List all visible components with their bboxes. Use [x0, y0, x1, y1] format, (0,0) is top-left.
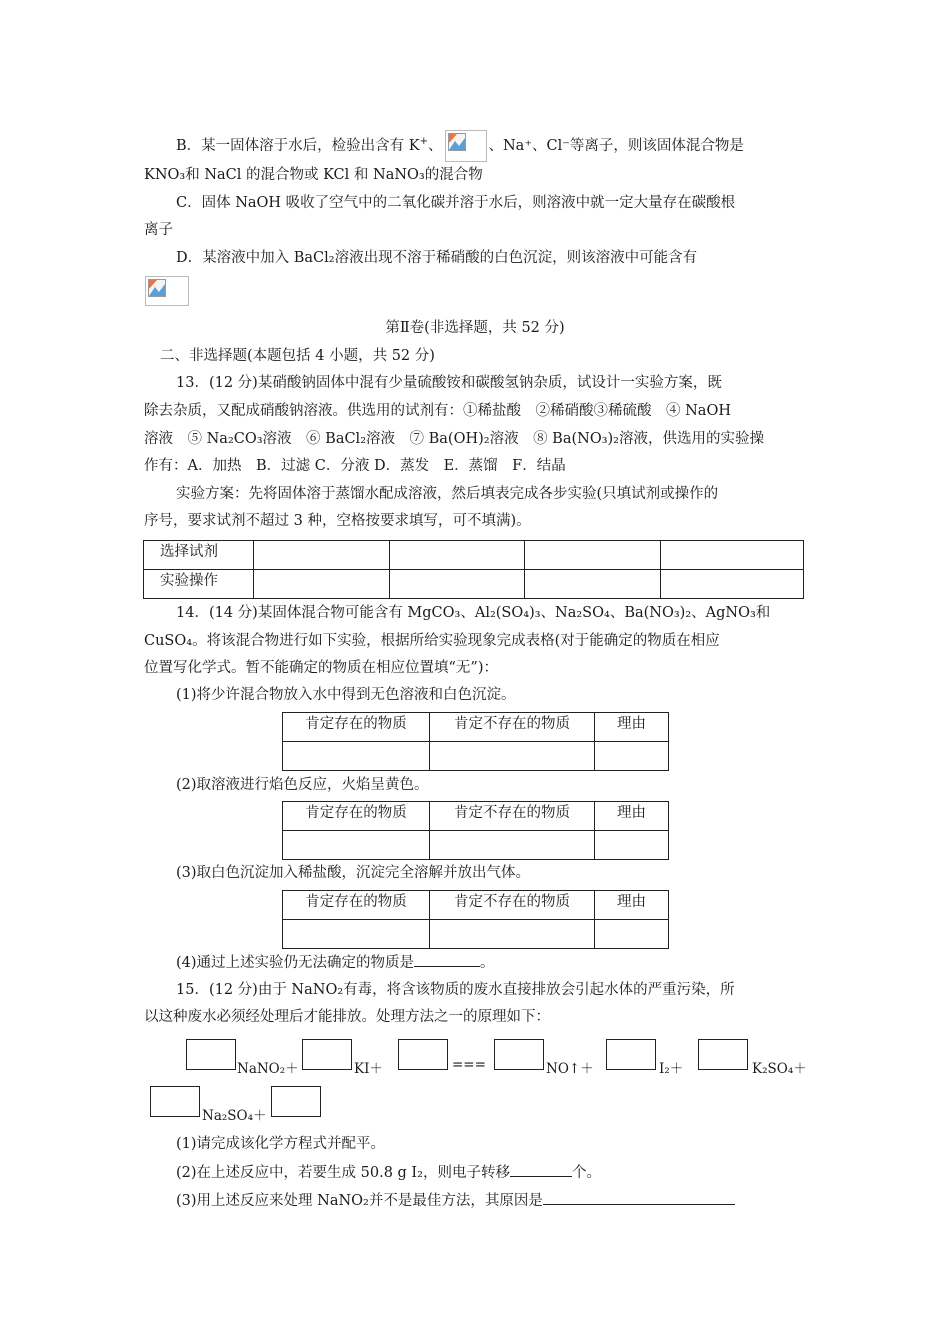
answer-cell[interactable]	[283, 831, 430, 860]
q15-step1: (1)请完成该化学方程式并配平。	[176, 1136, 386, 1152]
q14-step1: (1)将少许混合物放入水中得到无色溶液和白色沉淀。	[176, 687, 516, 703]
row-label: 实验操作	[144, 570, 254, 599]
table-row	[283, 891, 669, 920]
q13-line3: 溶液 ⑤ Na₂CO₃溶液 ⑥ BaCl₂溶液 ⑦ Ba(OH)₂溶液 ⑧ Ba(NO₃)₂溶液，供选用的实验操	[144, 431, 764, 447]
q14-table-2	[282, 801, 669, 860]
coefficient-box-7[interactable]	[150, 1086, 200, 1117]
answer-blank[interactable]	[543, 1190, 735, 1205]
answer-cell[interactable]	[660, 570, 803, 599]
answer-cell[interactable]	[389, 541, 524, 570]
row-label: 选择试剂	[144, 541, 254, 570]
answer-cell[interactable]	[254, 570, 389, 599]
table-row	[283, 831, 669, 860]
answer-cell[interactable]	[595, 831, 669, 860]
coefficient-box-2[interactable]	[302, 1039, 352, 1070]
coefficient-box-8[interactable]	[271, 1086, 321, 1117]
table-row	[283, 713, 669, 742]
answer-blank[interactable]	[414, 952, 480, 967]
q14-line3: 位置写化学式。暂不能确定的物质在相应位置填“无”)：	[144, 660, 498, 676]
q14-step3: (3)取白色沉淀加入稀盐酸，沉淀完全溶解并放出气体。	[176, 865, 531, 881]
answer-cell[interactable]	[283, 742, 430, 771]
q14-step2: (2)取溶液进行焰色反应，火焰呈黄色。	[176, 777, 429, 793]
q13-line6: 序号，要求试剂不超过 3 种，空格按要求填写，可不填满)。	[144, 513, 531, 529]
answer-cell[interactable]	[389, 570, 524, 599]
q14-table-3	[282, 890, 669, 949]
header-present: 肯定存在的物质	[283, 713, 430, 742]
option-d-line1: D．某溶液中加入 BaCl₂溶液出现不溶于稀硝酸的白色沉淀，则该溶液中可能含有	[176, 250, 698, 266]
q13-answer-table	[143, 540, 804, 599]
q14-table-1	[282, 712, 669, 771]
answer-cell[interactable]	[254, 541, 389, 570]
q13-line2: 除去杂质，又配成硝酸钠溶液。供选用的试剂有：①稀盐酸 ②稀硝酸③稀硫酸 ④ NaOH	[144, 403, 731, 419]
eq-term-k2so4: K₂SO₄＋	[752, 1061, 807, 1077]
header-absent: 肯定不存在的物质	[430, 802, 595, 831]
broken-image-icon	[145, 276, 189, 306]
coefficient-box-1[interactable]	[186, 1039, 236, 1070]
answer-cell[interactable]	[595, 920, 669, 949]
answer-cell[interactable]	[660, 541, 803, 570]
header-present: 肯定存在的物质	[283, 802, 430, 831]
answer-blank[interactable]	[510, 1162, 572, 1177]
table-row	[283, 802, 669, 831]
header-reason: 理由	[595, 891, 669, 920]
header-absent: 肯定不存在的物质	[430, 891, 595, 920]
answer-cell[interactable]	[430, 920, 595, 949]
q14-line1: 14．(14 分)某固体混合物可能含有 MgCO₃、Al₂(SO₄)₃、Na₂SO₄、Ba(NO₃)₂、AgNO₃和	[176, 605, 771, 621]
q15-line2: 以这种废水必须经处理后才能排放。处理方法之一的原理如下：	[144, 1009, 550, 1025]
coefficient-box-3[interactable]	[398, 1039, 448, 1070]
eq-term-nano2: NaNO₂＋	[237, 1061, 299, 1077]
q13-line5: 实验方案：先将固体溶于蒸馏水配成溶液，然后填表完成各步实验(只填试剂或操作的	[176, 486, 719, 502]
answer-cell[interactable]	[430, 831, 595, 860]
answer-cell[interactable]	[283, 920, 430, 949]
eq-equals: ===	[452, 1057, 486, 1073]
table-row	[144, 541, 804, 570]
option-c-line2: 离子	[144, 222, 173, 238]
answer-cell[interactable]	[525, 570, 660, 599]
answer-cell[interactable]	[595, 742, 669, 771]
header-reason: 理由	[595, 713, 669, 742]
answer-cell[interactable]	[430, 742, 595, 771]
table-row	[144, 570, 804, 599]
q13-line1: 13．(12 分)某硝酸钠固体中混有少量硫酸铵和碳酸氢钠杂质，试设计一实验方案，既	[176, 375, 722, 391]
q15-step2: (2)在上述反应中，若要生成 50.8 g I₂，则电子转移 个。	[176, 1162, 601, 1183]
q14-line2: CuSO₄。将该混合物进行如下实验，根据所给实验现象完成表格(对于能确定的物质在相应	[144, 633, 720, 649]
option-d-image	[143, 276, 191, 306]
option-c-line1: C．固体 NaOH 吸收了空气中的二氧化碳并溶于水后，则溶液中就一定大量存在碳酸根	[176, 195, 736, 211]
q14-step4: (4)通过上述实验仍无法确定的物质是 。	[176, 952, 495, 973]
section-title: 第Ⅱ卷(非选择题，共 52 分)	[385, 320, 565, 336]
header-absent: 肯定不存在的物质	[430, 713, 595, 742]
section-subtitle: 二、非选择题(本题包括 4 小题，共 52 分)	[160, 348, 435, 364]
answer-cell[interactable]	[525, 541, 660, 570]
q15-step3: (3)用上述反应来处理 NaNO₂并不是最佳方法，其原因是	[176, 1190, 735, 1211]
table-row	[283, 920, 669, 949]
q13-line4: 作有：A．加热 B．过滤 C．分液 D．蒸发 E．蒸馏 F．结晶	[144, 458, 566, 474]
eq-term-ki: KI＋	[354, 1061, 383, 1077]
eq-term-na2so4: Na₂SO₄＋	[202, 1108, 267, 1124]
option-b-line2: KNO₃和 NaCl 的混合物或 KCl 和 NaNO₃的混合物	[144, 167, 483, 183]
header-present: 肯定存在的物质	[283, 891, 430, 920]
eq-term-no: NO↑＋	[546, 1061, 594, 1077]
q15-line1: 15．(12 分)由于 NaNO₂有毒，将含该物质的废水直接排放会引起水体的严重污染，所	[176, 982, 735, 998]
coefficient-box-6[interactable]	[698, 1039, 748, 1070]
coefficient-box-5[interactable]	[606, 1039, 656, 1070]
broken-image-icon	[445, 130, 487, 162]
option-b-line1: B．某一固体溶于水后，检验出含有 K+、 、Na⁺、Cl⁻等离子，则该固体混合物是	[176, 130, 744, 162]
header-reason: 理由	[595, 802, 669, 831]
coefficient-box-4[interactable]	[494, 1039, 544, 1070]
table-row	[283, 742, 669, 771]
eq-term-i2: I₂＋	[659, 1061, 684, 1077]
